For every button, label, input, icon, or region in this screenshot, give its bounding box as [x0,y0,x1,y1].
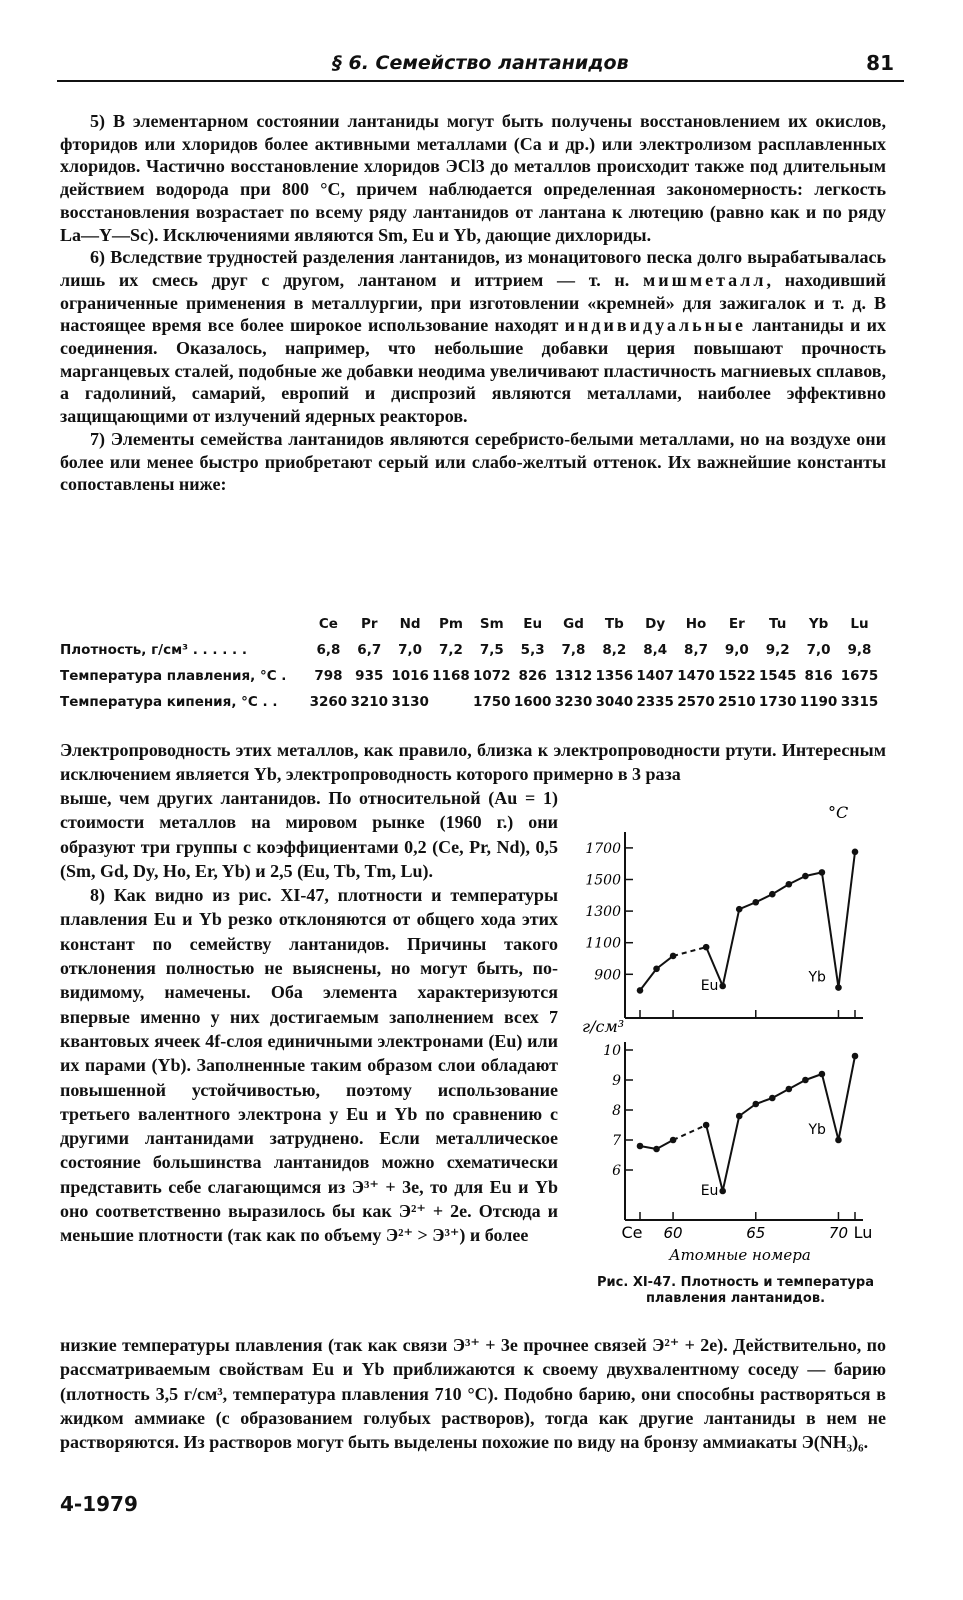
table-cell: 3230 [554,694,593,710]
table-cell: 3210 [350,694,389,710]
dens-series-line [723,1116,740,1191]
table-cell: 1522 [718,668,756,684]
temp-series-dashed-line [673,947,706,956]
dens-y-tick-label: 6 [612,1163,621,1179]
table-cell: 1016 [391,668,429,684]
paragraph-5: 5) В элементарном состоянии лантаниды могут быть получены восстановлением их окислов, фторидов или хлоридов более активными металлами (Са и др.) или электролизом расплавленных хлоридов. Частично восстановление хлоридов ЭCl3 до металлов происходит также под длительным действием водорода при 800 °С, причем наблюдается определенная закономерность: легкость восстановления возрастает по всему ряду лантанидов от лантана к лютецию (равно как и по ряду La—Y—Sc). Исключениями являются Sm, Eu и Yb, дающие дихлориды. [60,111,886,245]
table-cell: 3315 [840,694,879,710]
element-header: Tu [769,616,787,632]
signature-mark: 4-1979 [60,1492,138,1516]
element-header: Yb [808,616,829,632]
element-header: Gd [563,616,584,632]
table-cell: 935 [355,668,384,684]
paragraph-6 [60,246,886,428]
table-cell: 1190 [799,694,838,710]
paragraph-6-part-3: лантаниды и их соединения. Оказалось, например, что небольшие добавки церия повышают прочность марганцевых сталей, подобные же добавки неодима увеличивают пластичность магниевых сплавов, а гадолиний, самарий, европий и диспрозий являются металлами, наиболее эффективно защищающими от излучений ядерных реакторов. [60,315,886,427]
paragraph-8: 8) Как видно из рис. XI-47, плотности и температуры плавления Eu и Yb резко отклоняются от общего хода этих констант по семейству лантанидов. Причины такого отклонения полностью не выяснены, но могут быть, по-видимому, намечены. Оба элемента характеризуются впервые именно у них достигаемым заполнением всех 7 квантовых ячеек 4f-слоя единичными электронами (Eu) или их парами (Yb). Заполненные таким образом слои обладают повышенной устойчивостью, поэтому использование третьего валентного электрона у Eu и Yb по сравнению с другими лантанидами затруднено. Если металлическое состояние большинства лантанидов можно схематически представить себе слагающимся из Э³⁺ + 3e, то для Eu и Yb оно соответственно выразилось бы как Э²⁺ + 2e. Отсюда и меньшие плотности (так как по объему Э²⁺ > Э³⁺) и более [60,885,558,1246]
temp-data-point [736,906,743,913]
table-cell: 6,7 [357,642,382,658]
element-header: Er [728,616,745,632]
row-label: Температура кипения, °С . . [60,694,278,710]
table-cell: 816 [804,668,833,684]
section-title: § 6. Семейство лантанидов [332,52,629,74]
table-cell: 7,2 [438,642,463,658]
element-header: Nd [399,616,421,632]
table-cell: 2335 [636,694,674,710]
table-cell: 9,0 [724,642,749,658]
page-number: 81 [866,51,894,75]
table-cell: 8,2 [602,642,627,658]
row-label: Плотность, г/см³ . . . . . . [60,642,247,658]
term-mischmetal: мишметалл [642,269,767,290]
x-tick-label: Lu [853,1223,873,1242]
figure-charts [570,780,900,1270]
dens-y-tick-label: 8 [612,1103,621,1119]
dens-series-dashed-line [673,1125,706,1140]
temp-y-tick-label: 1300 [585,904,621,921]
dens-data-point [786,1086,793,1093]
left-column-text [60,786,558,1248]
table-cell: 1072 [473,668,511,684]
dens-yb-label: Yb [808,1122,826,1138]
dens-data-point [852,1053,859,1060]
temp-data-point [719,983,726,990]
temp-eu-label: Eu [700,977,719,994]
temp-data-point [802,873,809,880]
x-axis-label: Атомные номера [669,1246,811,1264]
x-tick-label: 60 [663,1224,683,1242]
table-cell: 1730 [758,694,797,710]
dens-data-point [769,1095,776,1102]
dens-series-line [838,1056,855,1140]
dens-data-point [637,1143,644,1150]
page-header [57,44,904,82]
table-cell: 7,8 [561,642,586,658]
temp-series-line [838,852,855,988]
table-cell: 1470 [677,668,715,684]
melting-point-chart [585,803,863,1018]
constants-table [60,611,880,715]
dens-data-point [752,1101,759,1108]
table-cell: 7,0 [806,642,831,658]
element-header: Ho [685,616,707,632]
top-text-block [60,110,886,496]
x-tick-label: 65 [746,1224,766,1242]
table-cell: 5,3 [520,642,545,658]
temp-data-point [852,849,859,856]
table-cell: 1312 [554,668,593,684]
dens-data-point [802,1077,809,1084]
table-cell: 2570 [677,694,715,710]
temp-y-tick-label: 1500 [585,872,621,889]
temp-data-point [752,899,759,906]
table-cell: 1356 [595,668,634,684]
table-cell: 9,8 [847,642,872,658]
element-header: Eu [523,616,543,632]
dens-eu-label: Eu [700,1183,719,1199]
dens-data-point [703,1122,710,1129]
table-row [60,689,880,715]
dens-data-point [736,1113,743,1120]
figure-caption: Рис. XI-47. Плотность и температура плавления лантанидов. [597,1275,874,1306]
dens-data-point [819,1071,826,1078]
element-header: Pr [360,616,378,632]
dens-unit-label: г/см³ [582,1017,625,1036]
dens-data-point [835,1137,842,1144]
dens-series-line [706,1125,723,1191]
table-cell: 7,0 [398,642,423,658]
temp-data-point [786,881,793,888]
table-cell: 1168 [432,668,470,684]
temp-y-tick-label: 1100 [585,935,621,952]
element-header: Pm [438,616,463,632]
temp-data-point [819,869,826,876]
temp-y-tick-label: 1700 [585,840,621,857]
table-cell: 1407 [636,668,674,684]
cost-paragraph: выше, чем других лантанидов. По относительной (Au = 1) стоимости металлов на мировом рынке (1960 г.) они образуют три группы с коэффициентами 0,2 (Ce, Pr, Nd), 0,5 (Sm, Gd, Dy, Ho, Er, Yb) и 2,5 (Eu, Tb, Tm, Lu). [60,788,558,881]
temp-data-point [769,891,776,898]
mid-text-block [60,738,886,786]
element-header: Dy [645,616,666,632]
table-row [60,637,880,663]
dens-y-tick-label: 9 [612,1073,621,1089]
temp-yb-label: Yb [808,969,826,986]
table-cell: 3260 [309,694,348,710]
table-cell: 1600 [513,694,552,710]
dens-data-point [653,1146,660,1153]
table-cell: 1750 [473,694,511,710]
element-header: Tb [604,616,624,632]
row-label: Температура плавления, °С . [60,668,287,684]
table-corner [60,611,308,637]
table-cell [431,689,472,715]
dens-data-point [719,1188,726,1195]
element-header: Ce [318,616,338,632]
x-tick-label: Ce [621,1223,643,1242]
dens-data-point [670,1137,677,1144]
paragraph-6-part-1: 6) Вследствие трудностей разделения лантанидов, из монацитового песка долго вырабатывалась лишь их смесь друг с другом, лантаном и иттрием — т. н. [60,247,886,290]
x-tick-label: 70 [828,1224,849,1242]
table-cell: 6,8 [316,642,341,658]
table-cell: 3040 [595,694,634,710]
table-cell: 826 [518,668,547,684]
table-cell: 1545 [758,668,797,684]
dens-y-tick-label: 10 [603,1043,621,1059]
table-cell: 8,7 [684,642,708,658]
temp-data-point [670,953,677,960]
temp-unit-label: °С [828,803,849,822]
table-cell: 7,5 [479,642,504,658]
temp-data-point [835,984,842,991]
element-header: Lu [850,616,869,632]
table-cell: 798 [314,668,343,684]
temp-y-tick-label: 900 [594,967,621,984]
paragraph-7: 7) Элементы семейства лантанидов являются серебристо-белыми металлами, но на воздухе они более или менее быстро приобретают серый или слабо-желтый оттенок. Их важнейшие константы сопоставлены ниже: [60,428,886,495]
term-individual: индивидуальные [564,315,747,336]
table-cell: 9,2 [765,642,790,658]
density-chart [582,1017,872,1264]
table-cell: 3130 [391,694,429,710]
temp-series-line [640,969,657,991]
figure-xi-47 [570,780,900,1320]
bottom-text-block [60,1333,886,1454]
temp-data-point [637,987,644,994]
conductivity-paragraph: Электропроводность этих металлов, как правило, близка к электропроводности ртути. Интересным исключением является Yb, электропроводность которого примерно в 3 раза [60,740,886,784]
paragraph-6-part-2: , находивший ограниченные применения в металлургии, при изготовлении «кремней» для зажигалок и т. д. В настоящее время все более широкое использование находят [60,269,886,336]
temp-data-point [653,965,660,972]
bottom-paragraph: низкие температуры плавления (так как связи Э³⁺ + 3e прочнее связей Э²⁺ + 2e). Действительно, по рассматриваемым свойствам Eu и Yb приближаются к своему двухвалентному соседу — барию (плотность 3,5 г/см³, температура плавления 710 °С). Подобно барию, они способны растворяться в жидком аммиаке (с образованием голубых растворов), тогда как другие лантаниды в нем не растворяются. Из растворов могут быть выделены похожие по виду на бронзу аммиакаты Э(NH₃)₆. [60,1335,886,1453]
temp-data-point [703,944,710,951]
table-row [60,663,880,689]
temp-series-line [723,909,740,986]
element-header: Sm [479,616,504,632]
table-cell: 2510 [718,694,756,710]
table-cell: 1675 [840,668,879,684]
dens-y-tick-label: 7 [612,1133,621,1149]
table-cell: 8,4 [643,642,668,658]
table-header-row [60,611,880,637]
